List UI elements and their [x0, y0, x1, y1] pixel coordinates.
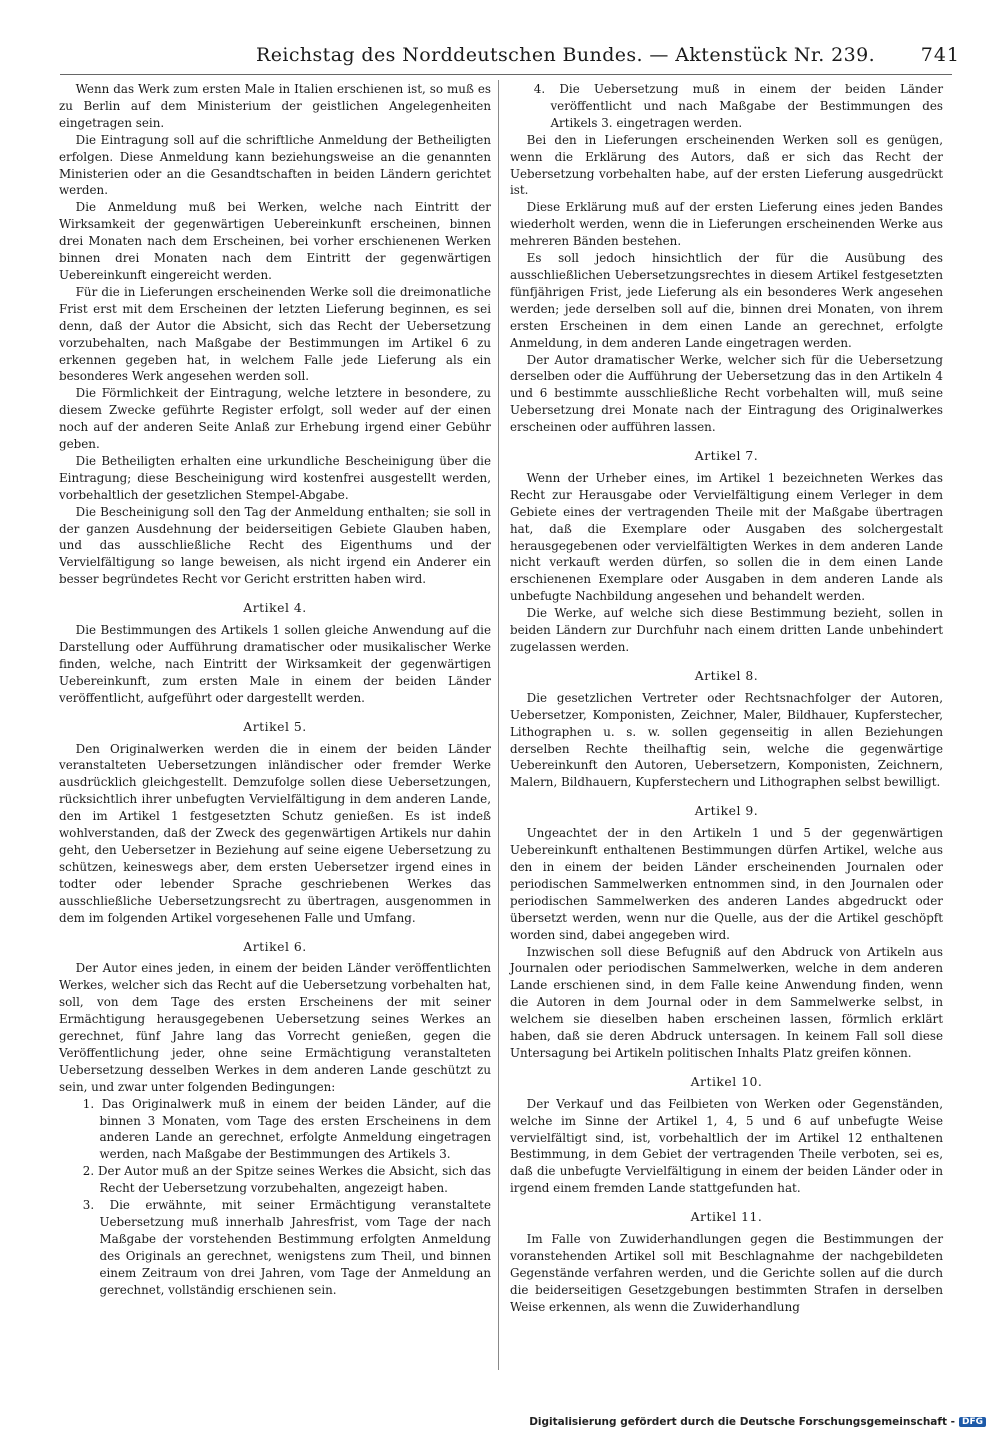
paragraph: Die Werke, auf welche sich diese Bestimmung bezieht, sollen in beiden Ländern zur Durchfuhr nach einem dritten Lande unbehindert zugelassen werden.	[510, 606, 943, 654]
paragraph: Für die in Lieferungen erscheinenden Werke soll die dreimonatliche Frist erst mit dem Erscheinen der letzten Lieferung beginnen, es sei denn, daß der Autor die Absicht, sich das Recht der Uebersetzung vorzubehalten, nach Maßgabe der Bestimmungen im Artikel 6 zu erkennen gegeben hat, in welchem Falle jede Lieferung als ein besonderes Werk angesehen werden soll.	[59, 284, 491, 384]
article-heading: Artikel 9.	[694, 803, 759, 819]
article-heading: Artikel 7.	[694, 448, 759, 464]
list-item: 4. Die Uebersetzung muß in einem der beiden Länder veröffentlicht und nach Maßgabe der Bestimmungen des Artikels 3. eingetragen werden.	[533, 82, 943, 130]
paragraph: Die Betheiligten erhalten eine urkundliche Bescheinigung über die Eintragung; diese Bescheinigung wird kostenfrei ausgestellt werden, vorbehaltlich der gesetzlichen Stempel-Abgabe.	[59, 453, 491, 502]
column-divider	[498, 80, 499, 1370]
paragraph: Wenn das Werk zum ersten Male in Italien erschienen ist, so muß es zu Berlin auf dem Ministerium der geistlichen Angelegenheiten eingetragen sein.	[59, 82, 491, 130]
paragraph: Die Bescheinigung soll den Tag der Anmeldung enthalten; sie soll in der ganzen Ausdehnung der beiderseitigen Gebiete Glauben haben, und das ausschließliche Recht des Eigenthums und der Vervielfältigung so lange beweisen, als nicht irgend ein Anderer ein besser begründetes Recht vor Gericht erstritten haben wird.	[59, 504, 491, 587]
paragraph: Die Eintragung soll auf die schriftliche Anmeldung der Betheiligten erfolgen. Diese Anmeldung kann beziehungsweise an die genannten Ministerien oder an die Gesandtschaften in beiden Ländern gerichtet werden.	[59, 132, 491, 198]
paragraph: Der Autor dramatischer Werke, welcher sich für die Uebersetzung derselben oder die Aufführung der Uebersetzung das in den Artikeln 4 und 6 bestimmte ausschließliche Recht vorbehalten will, muß seine Uebersetzung drei Monate nach der Eintragung des Originalwerkes erscheinen oder aufführen lassen.	[510, 352, 943, 435]
article-heading: Artikel 11.	[690, 1209, 763, 1225]
paragraph: Ungeachtet der in den Artikeln 1 und 5 der gegenwärtigen Uebereinkunft enthaltenen Bestimmungen dürfen Artikel, welche aus den in einem der beiden Länder erscheinenden Journalen oder periodischen Sammelwerken entnommen sind, in den Journalen oder periodischen Sammelwerken des anderen Landes abgedruckt oder übersetzt werden, wenn nur die Quelle, aus der die Artikel geschöpft worden sind, dabei angegeben wird.	[510, 826, 943, 942]
page-number: 741	[920, 44, 960, 66]
list-item: 2. Der Autor muß an der Spitze seines Werkes die Absicht, sich das Recht der Uebersetzung vorzubehalten, angezeigt haben.	[82, 1164, 491, 1196]
header-title: Reichstag des Norddeutschen Bundes. — Aktenstück Nr. 239.	[256, 44, 876, 66]
left-column	[59, 81, 491, 1299]
list-item: 3. Die erwähnte, mit seiner Ermächtigung veranstaltete Uebersetzung muß innerhalb Jahresfrist, vom Tage der nach Maßgabe der vorstehenden Bestimmung erfolgten Anmeldung des Originals an gerechnet, wenigstens zum Theil, und binnen einem Zeitraum von drei Jahren, vom Tage der Anmeldung an gerechnet, vollständig erschienen sein.	[82, 1198, 491, 1297]
article-heading: Artikel 5.	[243, 718, 307, 734]
header-rule	[60, 74, 952, 75]
credit-text: Digitalisierung gefördert durch die Deutsche Forschungsgemeinschaft -	[529, 1416, 955, 1428]
paragraph: Der Autor eines jeden, in einem der beiden Länder veröffentlichten Werkes, welcher sich das Recht auf die Uebersetzung vorbehalten hat, soll, von dem Tage des ersten Erscheinens der mit seiner Ermächtigung herausgegebenen Uebersetzung seines Werkes an gerechnet, fünf Jahre lang das Vorrecht genießen, gegen die Veröffentlichung jeder, ohne seine Ermächtigung veranstalteten Uebersetzung desselben Werkes in dem anderen Lande geschützt zu sein, und zwar unter folgenden Bedingungen:	[59, 961, 491, 1094]
page-header	[60, 40, 960, 76]
digitization-credit	[529, 1416, 986, 1428]
dfg-logo-icon: DFG	[959, 1417, 986, 1427]
paragraph: Die Förmlichkeit der Eintragung, welche letztere in besondere, zu diesem Zwecke geführte Register erfolgt, soll weder auf der einen noch auf der anderen Seite Anlaß zur Erhebung irgend einer Gebühr geben.	[59, 386, 491, 452]
paragraph: Den Originalwerken werden die in einem der beiden Länder veranstalteten Uebersetzungen inländischer oder fremder Werke ausdrücklich gleichgestellt. Demzufolge sollen diese Uebersetzungen, rücksichtlich ihrer unbefugten Vervielfältigung in dem anderen Lande, den im Artikel 1 festgesetzten Schutz genießen. Es ist indeß wohlverstanden, daß der Zweck des gegenwärtigen Artikels nur dahin geht, den Uebersetzer in Beziehung auf seine eigene Uebersetzung zu schützen, keineswegs aber, dem ersten Uebersetzer irgend eines in todter oder lebender Sprache geschriebenen Werkes das ausschließliche Uebersetzungsrecht zu übertragen, ausgenommen in dem im folgenden Artikel vorgesehenen Falle und Umfang.	[59, 741, 491, 925]
paragraph: Die Anmeldung muß bei Werken, welche nach Eintritt der Wirksamkeit der gegenwärtigen Uebereinkunft erscheinen, binnen drei Monaten nach dem Erscheinen, bei vorher erschienenen Werken binnen drei Monaten nach dem Eintritt der gegenwärtigen Uebereinkunft eingereicht werden.	[59, 200, 491, 282]
paragraph: Bei den in Lieferungen erscheinenden Werken soll es genügen, wenn die Erklärung des Autors, daß er sich das Recht der Uebersetzung vorbehalten habe, auf der ersten Lieferung ausgedrückt ist.	[510, 132, 943, 198]
paragraph: Diese Erklärung muß auf der ersten Lieferung eines jeden Bandes wiederholt werden, wenn die in Lieferungen erscheinenden Werke aus mehreren Bänden bestehen.	[510, 200, 943, 249]
paragraph: Es soll jedoch hinsichtlich der für die Ausübung des ausschließlichen Uebersetzungsrechtes in diesem Artikel festgesetzten fünfjährigen Frist, jede Lieferung als ein besonderes Werk angesehen werden; jede derselben soll auf die, binnen drei Monaten, von ihrem ersten Erscheinen in dem einen Lande an gerechnet, erfolgte Anmeldung, in dem anderen Lande eingetragen werden.	[510, 251, 943, 350]
paragraph: Wenn der Urheber eines, im Artikel 1 bezeichneten Werkes das Recht zur Herausgabe oder Vervielfältigung einem Verleger in dem Gebiete eines der vertragenden Theile mit der Maßgabe übertragen hat, daß die Exemplare oder Ausgaben des solchergestalt herausgegebenen oder vervielfältigten Werkes in dem anderen Lande nicht verkauft werden dürfen, so sollen die in dem einen Lande erschienenen Exemplare oder Ausgaben in dem anderen Lande als unbefugte Nachbildung angesehen und behandelt werden.	[510, 470, 943, 604]
paragraph: Die gesetzlichen Vertreter oder Rechtsnachfolger der Autoren, Uebersetzer, Komponisten, Zeichner, Maler, Bildhauer, Kupferstecher, Lithographen u. s. w. sollen gegenseitig in allen Beziehungen derselben Rechte theilhaftig sein, welche die gegenwärtige Uebereinkunft den Autoren, Uebersetzern, Komponisten, Zeichnern, Malern, Bildhauern, Kupferstechern und Lithographen selbst bewilligt.	[510, 690, 943, 790]
right-column	[510, 81, 943, 1316]
paragraph: Der Verkauf und das Feilbieten von Werken oder Gegenständen, welche im Sinne der Artikel 1, 4, 5 und 6 auf unbefugte Weise vervielfältigt sind, ist, vorbehaltlich der im Artikel 12 enthaltenen Bestimmung, in dem Gebiet der vertragenden Theile verboten, sei es, daß die unbefugte Vervielfältigung in einem der beiden Länder oder in irgend einem fremden Lande stattgefunden hat.	[510, 1096, 943, 1196]
paragraph: Im Falle von Zuwiderhandlungen gegen die Bestimmungen der voranstehenden Artikel soll mit Beschlagnahme der nachgebildeten Gegenstände verfahren werden, und die Gerichte sollen auf die durch die beiderseitigen Gesetzgebungen bestimmten Strafen in derselben Weise erkennen, als wenn die Zuwiderhandlung	[510, 1232, 943, 1314]
article-heading: Artikel 4.	[243, 600, 307, 616]
article-heading: Artikel 8.	[694, 667, 759, 683]
article-heading: Artikel 10.	[690, 1073, 763, 1089]
paragraph: Die Bestimmungen des Artikels 1 sollen gleiche Anwendung auf die Darstellung oder Aufführung dramatischer oder musikalischer Werke finden, welche, nach Eintritt der Wirksamkeit der gegenwärtigen Uebereinkunft, zum ersten Male in einem der beiden Länder veröffentlicht, aufgeführt oder dargestellt werden.	[59, 623, 491, 705]
paragraph: Inzwischen soll diese Befugniß auf den Abdruck von Artikeln aus Journalen oder periodischen Sammelwerken, welche in dem anderen Lande erschienen sind, in dem Falle keine Anwendung finden, wenn die Autoren in dem Journal oder in dem Sammelwerke selbst, in welchem sie dieselben haben erscheinen lassen, förmlich erklärt haben, daß sie deren Abdruck untersagen. In keinem Fall soll diese Untersagung bei Artikeln politischen Inhalts Platz greifen können.	[510, 944, 943, 1060]
article-heading: Artikel 6.	[243, 938, 307, 954]
list-item: 1. Das Originalwerk muß in einem der beiden Länder, auf die binnen 3 Monaten, vom Tage des ersten Erscheinens in dem anderen Lande an gerechnet, erfolgte Anmeldung eingetragen werden, nach Maßgabe der Bestimmungen des Artikels 3.	[82, 1096, 491, 1162]
